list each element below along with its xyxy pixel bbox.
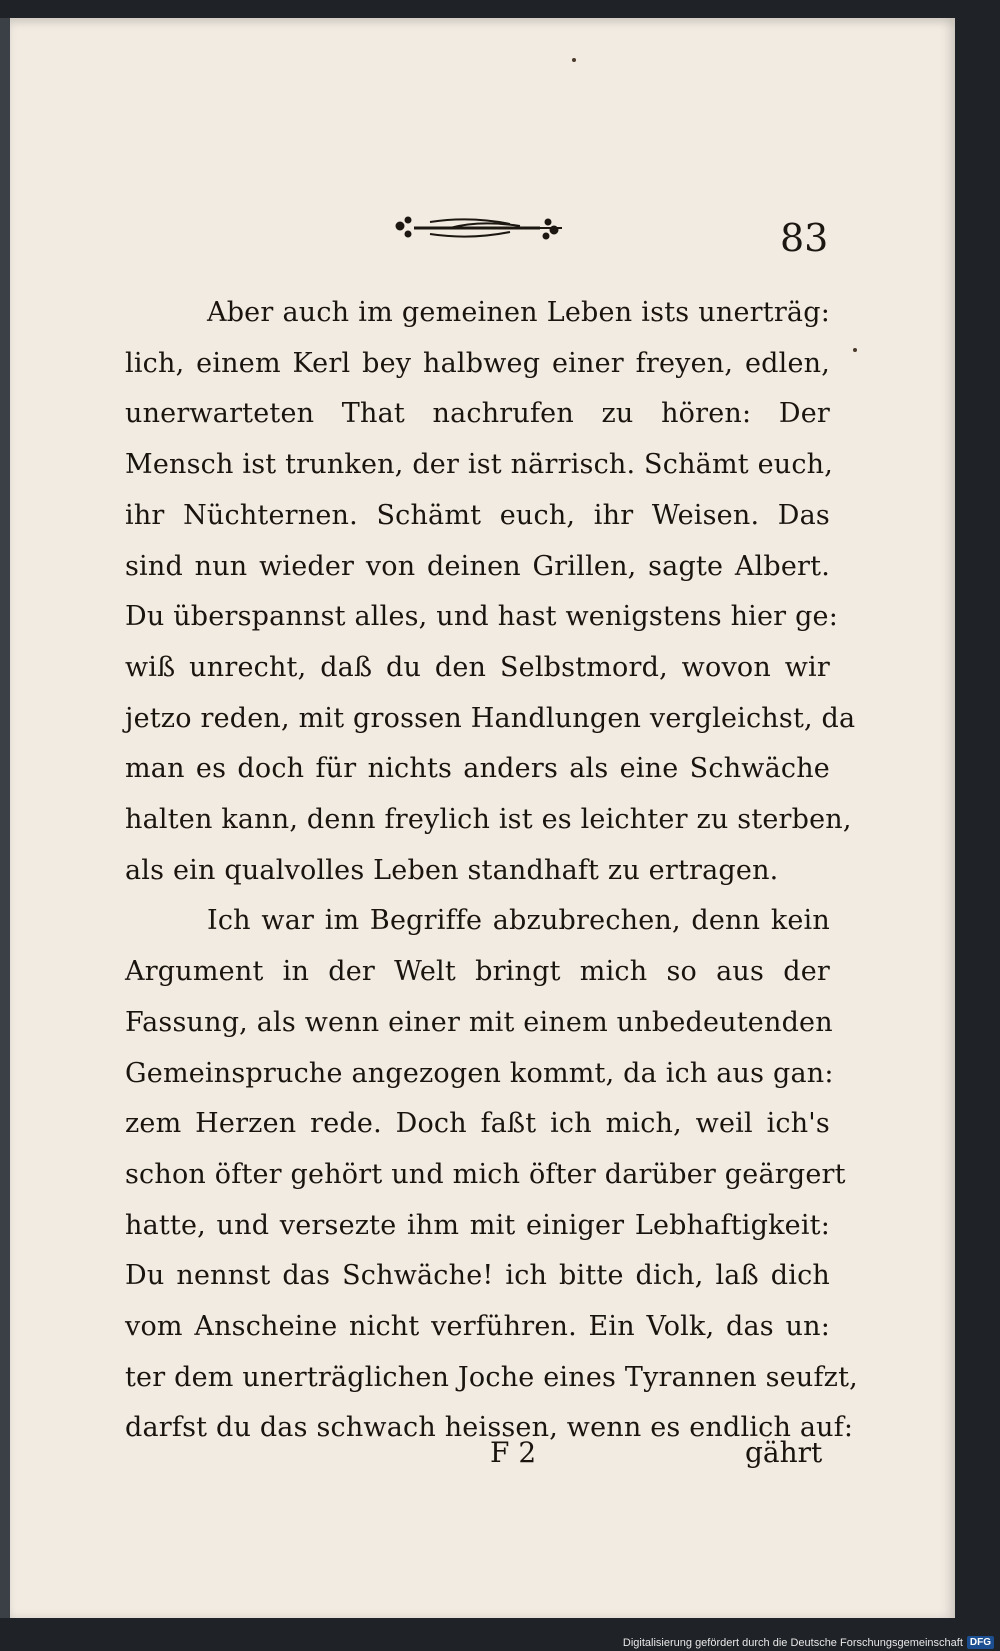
book-page <box>10 18 955 1618</box>
text-line: Du überspannst alles, und hast wenigstens hier ge: <box>125 601 839 633</box>
dfg-logo-icon: DFG <box>967 1636 994 1649</box>
digitization-credit <box>623 1636 994 1649</box>
text-line: lich, einem Kerl bey halbweg einer freyen, edlen, <box>125 347 830 379</box>
text-line: Mensch ist trunken, der ist närrisch. Schämt euch, <box>125 449 834 481</box>
text-line: ihr Nüchternen. Schämt euch, ihr Weisen. Das <box>125 499 830 531</box>
text-line: Argument in der Welt bringt mich so aus der <box>125 956 830 988</box>
credit-text: Digitalisierung gefördert durch die Deutsche Forschungsgemeinschaft <box>622 1636 963 1649</box>
text-line: wiß unrecht, daß du den Selbstmord, wovon wir <box>125 651 830 683</box>
text-line: schon öfter gehört und mich öfter darüber geärgert <box>125 1158 846 1190</box>
text-line: Ich war im Begriffe abzubrechen, denn kein <box>207 905 830 937</box>
text-line: hatte, und versezte ihm mit einiger Lebhaftigkeit: <box>125 1209 830 1241</box>
text-line: halten kann, denn freylich ist es leichter zu sterben, <box>125 804 852 836</box>
text-line: man es doch für nichts anders als eine Schwäche <box>125 753 830 785</box>
catchword: gährt <box>745 1436 823 1469</box>
signature-mark: F 2 <box>490 1436 537 1469</box>
text-line: Du nennst das Schwäche! ich bitte dich, laß dich <box>125 1260 830 1292</box>
text-line: sind nun wieder von deinen Grillen, sagte Albert. <box>125 550 830 582</box>
text-line: als ein qualvolles Leben standhaft zu ertragen. <box>125 854 779 886</box>
paper-speck <box>572 58 576 62</box>
page-footer <box>10 1436 955 1486</box>
paper-speck <box>853 348 857 352</box>
text-line: Fassung, als wenn einer mit einem unbedeutenden <box>125 1006 833 1038</box>
body-text <box>125 288 858 1454</box>
text-line: unerwarteten That nachrufen zu hören: Der <box>125 398 830 430</box>
text-line: ter dem unerträglichen Joche eines Tyrannen seufzt, <box>125 1361 858 1393</box>
text-line: darfst du das schwach heissen, wenn es endlich auf: <box>125 1412 854 1444</box>
page-number: 83 <box>780 216 829 260</box>
text-line: zem Herzen rede. Doch faßt ich mich, weil ich's <box>125 1108 830 1140</box>
text-line: Gemeinspruche angezogen kommt, da ich aus gan: <box>125 1057 834 1089</box>
text-line: Aber auch im gemeinen Leben ists unerträg: <box>207 297 830 328</box>
text-line: vom Anscheine nicht verführen. Ein Volk, das un: <box>125 1311 830 1343</box>
floral-rule-ornament-icon <box>390 210 570 250</box>
text-line: jetzo reden, mit grossen Handlungen vergleichst, da <box>125 702 856 734</box>
